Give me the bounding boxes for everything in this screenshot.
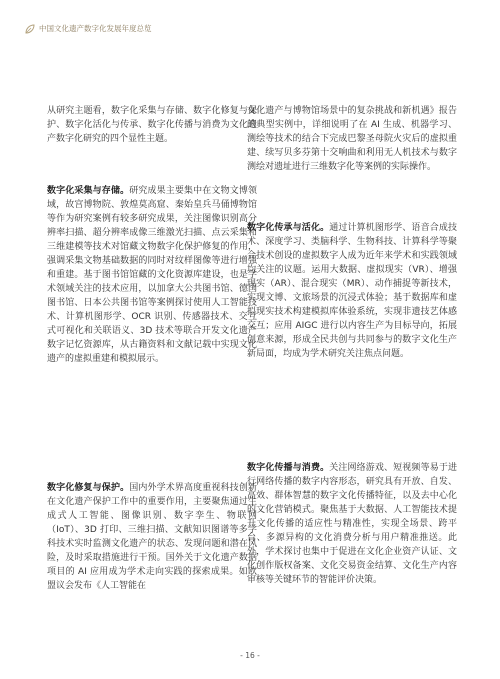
header-title: 中国文化遗产数字化发展年度总览	[39, 24, 152, 33]
paragraph-heading: 数字化传播与消费。	[247, 463, 330, 473]
paragraph-text: 从研究主题看，数字化采集与存储、数字化修复与保护、数字化活化与传承、数字化传播与消费为文化遗产数字化研究的四个显性主题。	[47, 106, 257, 144]
page-header	[24, 22, 476, 38]
paragraph-text: 通过计算机图形学、语音合成技术、深度学习、类脑科学、生物科技、计算科学等聚合技术创设的虚拟数字人成为近年来学术和实践领域均关注的议题。运用大数据、虚拟现实（VR）、增强现实（AR）、混合现实（MR）、动作捕捉等新技术，实现文博、文旅场景的沉浸式体验；基于数据库和虚拟现实技术构建模拟库体验系统，实现非遗技艺体感交互；应用 AIGC 进行以内容生产为目标导向，拓展创意来源，形成全民共创与共同参与的数字文化生产新局面，均成为学术研究关注焦点问题。	[247, 223, 457, 359]
paragraph-text: 关注网络游戏、短视频等易于进行网络传播的数字内容形态，研究具有开放、自发、高效、群体智慧的数字文化传播特征，以及去中心化的文化营销模式。聚焦基于大数据、人工智能技术提升文化传播的适应性与精准性，实现全场景、跨平台、多源异构的文化消费分析与用户精准推送。此外，学术探讨也集中于促进在文化企业资产认证、文化创作版权备案、文化交易资金结算、文化生产内容审核等关键环节的智能评价决策。	[247, 463, 457, 585]
paragraph	[47, 104, 257, 146]
paragraph	[247, 104, 457, 174]
paragraph-text: 研究成果主要集中在文物文博领域，故宫博物院、敦煌莫高窟、秦始皇兵马俑博物馆等作为研究案例有较多研究成果，关注图像识别高分辨率扫描、超分辨率成像三维激光扫描、点云采集和三维建模等技术对馆藏文物数字化保护修复的作用，强调采集文物基础数据的同时对纹样图像等进行增强和重建。基于图书馆馆藏的文化资源库建设，也是学术领域关注的技术应用，以加拿大公共图书馆、德国图书馆、日本公共图书馆等案例探讨使用人工智能技术、计算机图形学、OCR 识别、传感器技术、交互式可视化和关联语义、3D 技术等联合开发文化遗产数字记忆资源库，从古籍资料和文献记载中实现文化遗产的虚拟重建和模拟展示。	[47, 186, 257, 364]
page-number: - 16 -	[240, 651, 260, 660]
paragraph	[47, 481, 257, 593]
paragraph-heading: 数字化采集与存储。	[47, 186, 130, 196]
paragraph	[247, 461, 457, 587]
leaf-icon	[24, 23, 36, 35]
paragraph-heading: 数字化传承与活化。	[247, 223, 330, 233]
paragraph-text: 国内外学术界高度重视科技创新在文化遗产保护工作中的重要作用，主要聚焦通过生成式人工智能、图像识别、数字孪生、物联网（IoT）、3D 打印、三维扫描、文献知识图谱等多学科技术实时监测文化遗产的状态、发现问题和潜在风险，及时采取措施进行干预。国外关于文化遗产数据项目的 AI 应用成为学术走向实践的探索成果。如欧盟议会发布《人工智能在	[47, 483, 257, 591]
paragraph	[247, 221, 457, 361]
paragraph-heading: 数字化修复与保护。	[47, 483, 130, 493]
paragraph-text: 文化遗产与博物馆场景中的复杂挑战和新机遇》报告的典型实例中，详细说明了在 AI 生成、机器学习、测绘等技术的结合下完成巴黎圣母院火灾后的虚拟重建、续写贝多芬第十交响曲和利用无人机技术与数字测绘对遗址进行三维数字化等案例的实际操作。	[247, 106, 457, 172]
paragraph	[47, 184, 257, 366]
